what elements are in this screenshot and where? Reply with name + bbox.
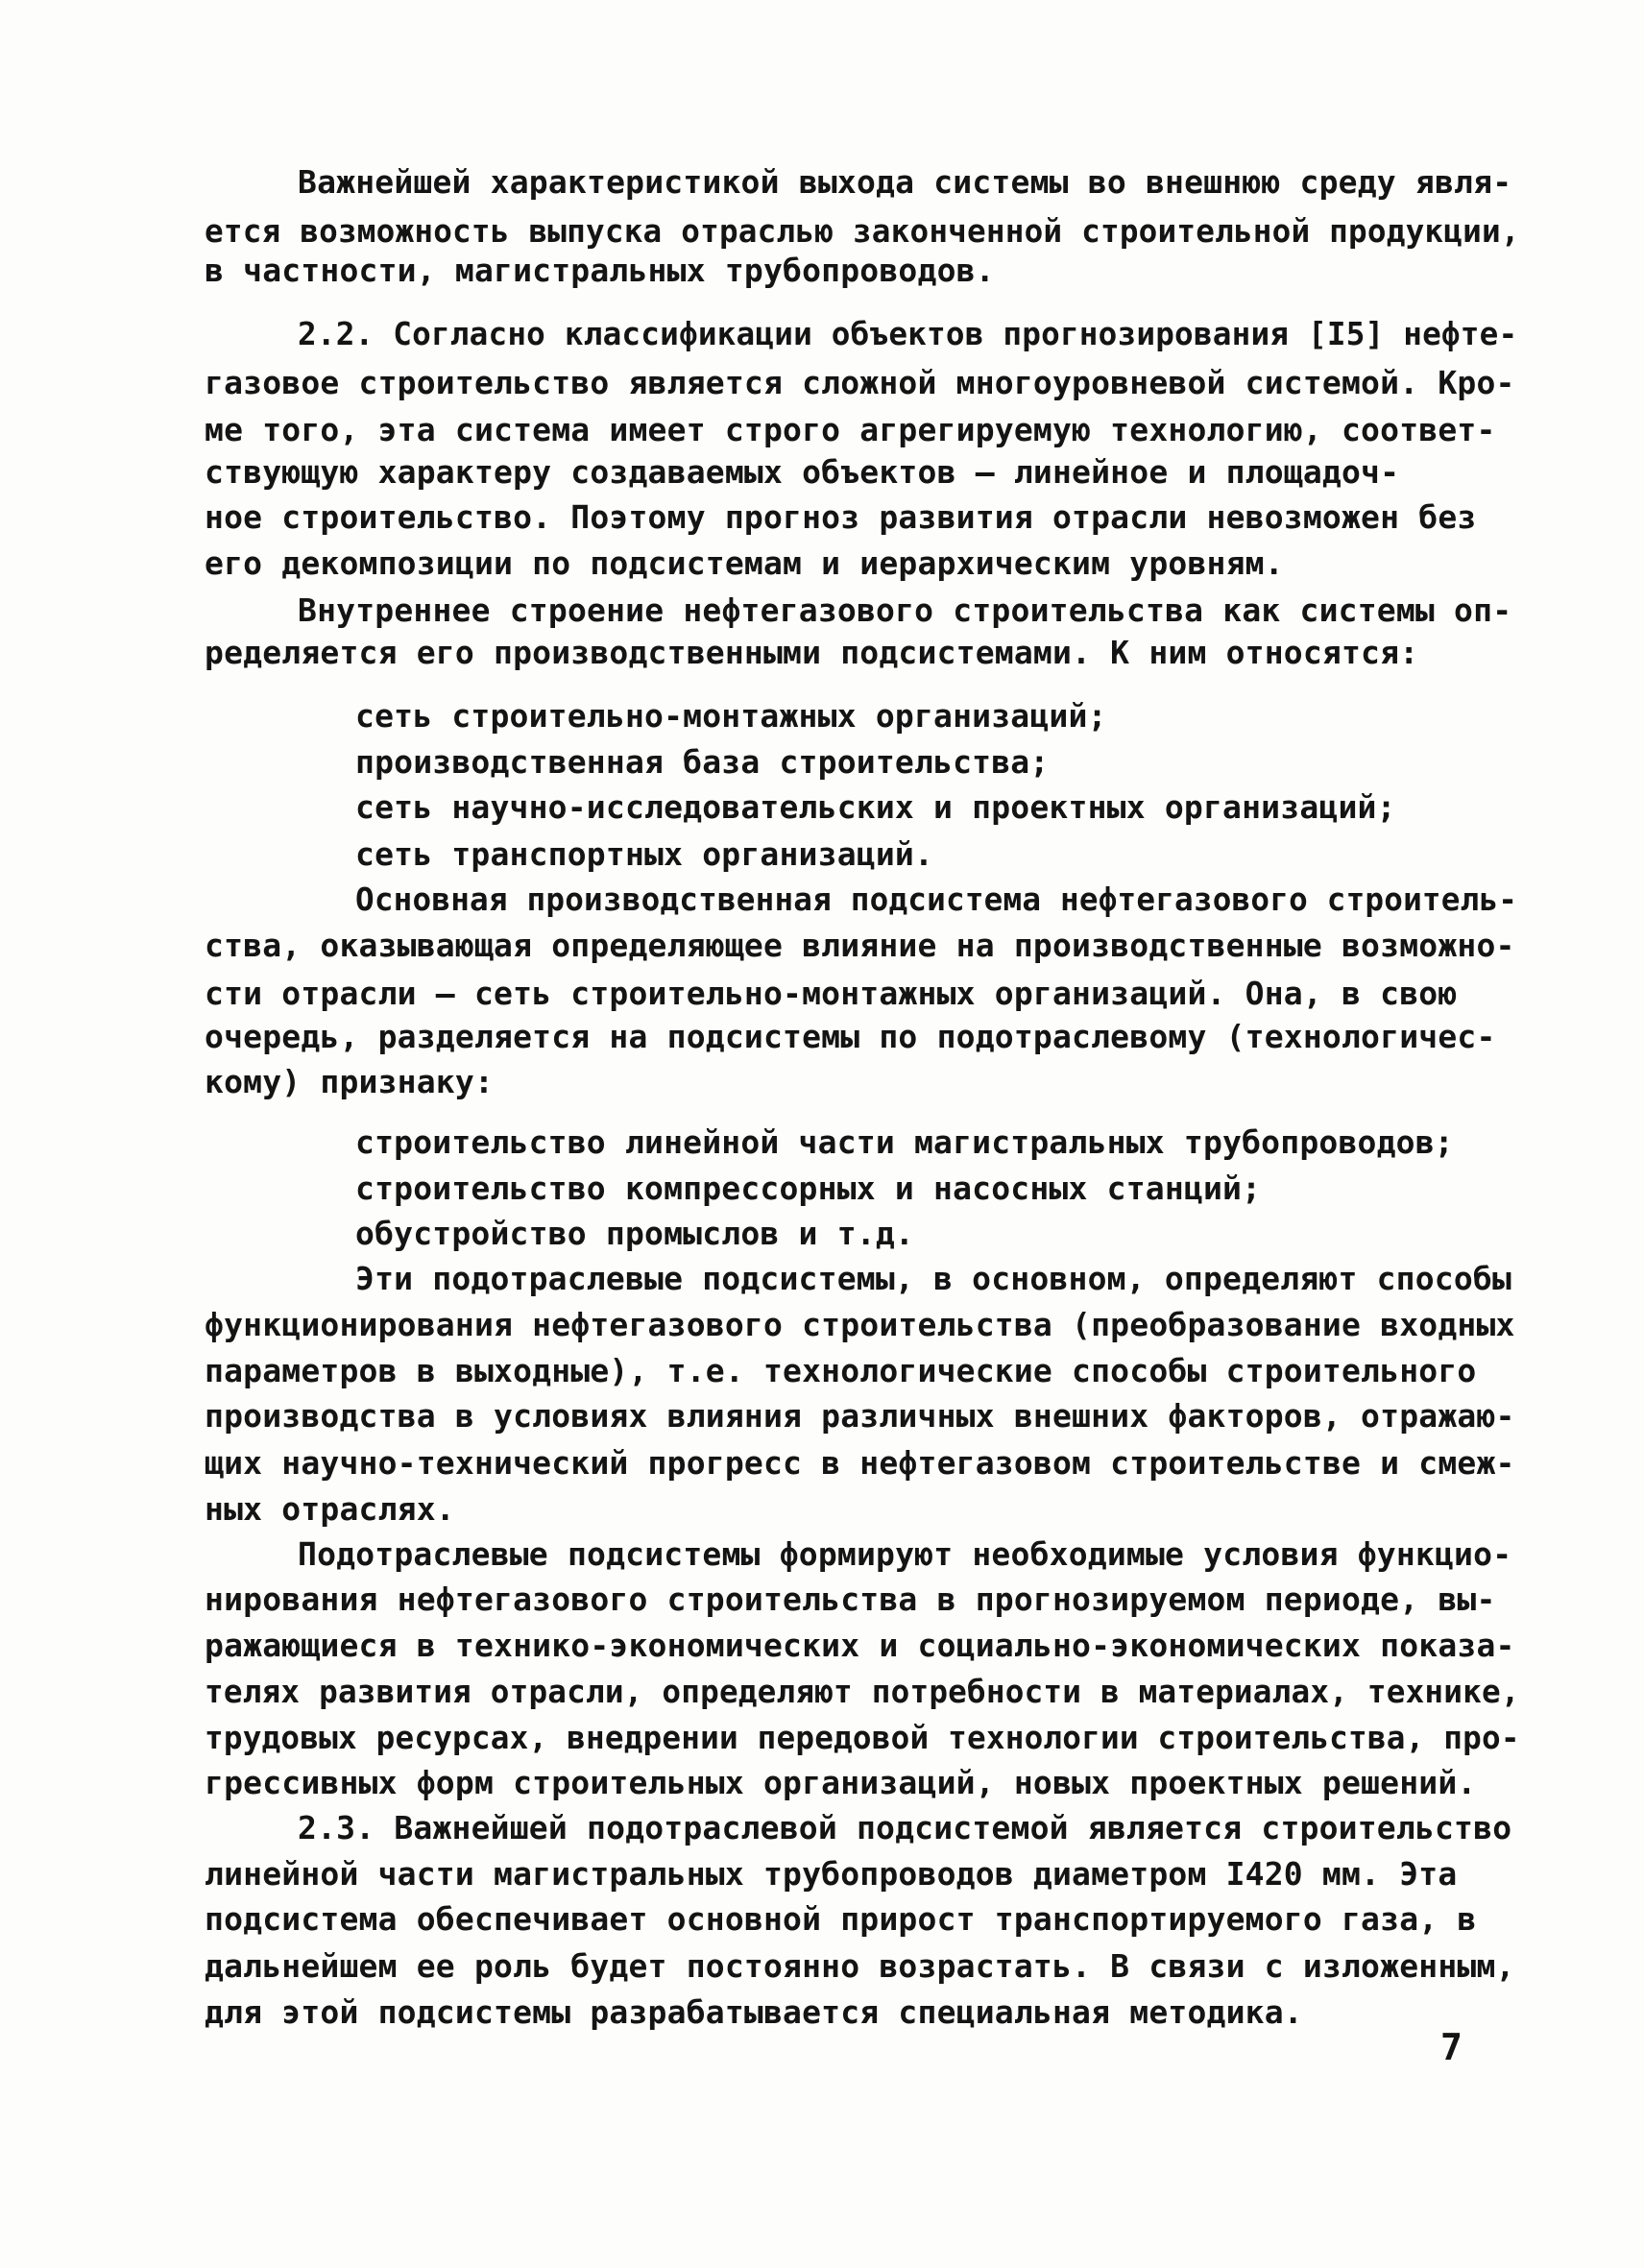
text-line: параметров в выходные), т.е. технологические способы строительного [205,1352,1477,1389]
text-line: функционирования нефтегазового строительства (преобразование входных [205,1306,1515,1343]
text-line: грессивных форм строительных организаций, новых проектных решений. [205,1764,1477,1801]
text-line: нирования нефтегазового строительства в прогнозируемом периоде, вы- [205,1580,1496,1618]
list-item: обустройство промыслов и т.д. [355,1215,914,1252]
text-line: Основная производственная подсистема нефтегазового строитель- [355,881,1518,918]
text-line: ства, оказывающая определяющее влияние на производственные возможно- [205,927,1515,964]
text-line: ное строительство. Поэтому прогноз развития отрасли невозможен без [205,498,1477,536]
text-line: кому) признаку: [205,1063,495,1100]
text-line: трудовых ресурсах, внедрении передовой технологии строительства, про- [205,1719,1520,1756]
text-line: Внутреннее строение нефтегазового строительства как системы оп- [298,591,1512,629]
text-line: для этой подсистемы разрабатывается специальная методика. [205,1993,1303,2031]
text-line: линейной части магистральных трубопроводов диаметром I420 мм. Эта [205,1855,1458,1893]
list-item: производственная база строительства; [355,743,1050,781]
list-item: сеть транспортных организаций. [355,835,934,873]
text-line: щих научно-технический прогресс в нефтегазовом строительстве и смеж- [205,1444,1515,1482]
text-line: 2.2. Согласно классификации объектов прогнозирования [I5] нефте- [298,315,1518,352]
text-line: его декомпозиции по подсистемам и иерархическим уровням. [205,544,1284,582]
text-line: ных отраслях. [205,1490,455,1528]
text-line: дальнейшем ее роль будет постоянно возрастать. В связи с изложенным, [205,1947,1515,1985]
text-line: в частности, магистральных трубопроводов. [205,252,995,289]
text-line: ме того, эта система имеет строго агрегируемую технологию, соответ- [205,411,1496,448]
text-line: Важнейшей характеристикой выхода системы во внешнюю среду явля- [298,163,1512,201]
text-line: Подотраслевые подсистемы формируют необходимые условия функцио- [298,1535,1512,1573]
text-line: 2.3. Важнейшей подотраслевой подсистемой является строительство [298,1809,1512,1846]
text-line: ется возможность выпуска отраслью законченной строительной продукции, [205,212,1520,250]
list-item: сеть строительно-монтажных организаций; [355,697,1107,735]
text-line: ражающиеся в технико-экономических и социально-экономических показа- [205,1627,1515,1664]
text-line: производства в условиях влияния различных внешних факторов, отражаю- [205,1397,1515,1435]
text-line: подсистема обеспечивает основной прирост транспортируемого газа, в [205,1900,1477,1938]
text-line: сти отрасли – сеть строительно-монтажных организаций. Она, в свою [205,975,1458,1012]
text-line: газовое строительство является сложной многоуровневой системой. Кро- [205,364,1515,401]
text-line: ствующую характеру создаваемых объектов – линейное и площадоч- [205,453,1400,491]
text-line: ределяется его производственными подсистемами. К ним относятся: [205,634,1419,671]
list-item: сеть научно-исследовательских и проектных организаций; [355,788,1396,826]
text-line: очередь, разделяется на подсистемы по подотраслевому (технологичес- [205,1018,1496,1055]
text-line: Эти подотраслевые подсистемы, в основном, определяют способы [355,1260,1512,1297]
text-line: телях развития отрасли, определяют потребности в материалах, технике, [205,1673,1520,1710]
list-item: строительство линейной части магистральных трубопроводов; [355,1123,1454,1161]
page-number: 7 [1440,2026,1463,2068]
list-item: строительство компрессорных и насосных станций; [355,1170,1262,1207]
